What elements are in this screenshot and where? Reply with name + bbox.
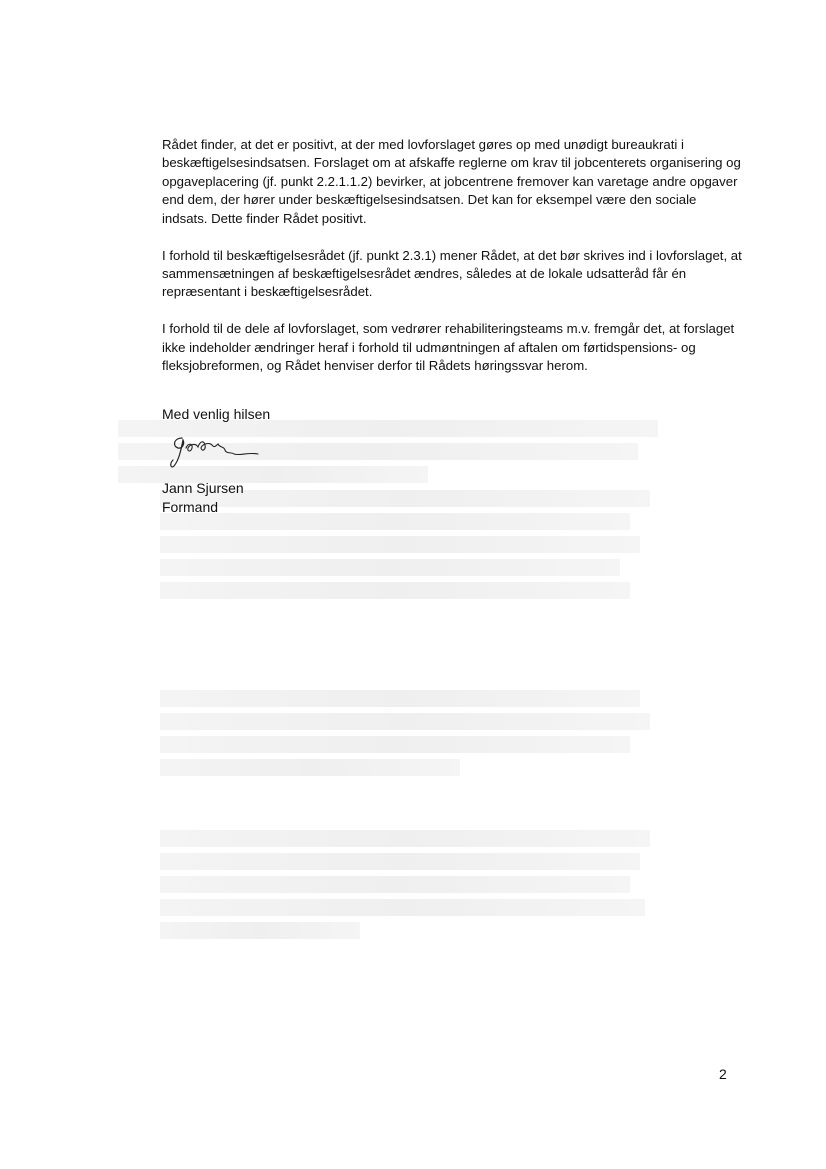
letter-body: [162, 136, 742, 394]
signer-block: [162, 479, 244, 517]
paragraph: I forhold til de dele af lovforslaget, som vedrører rehabiliteringsteams m.v. fremgår det, at forslaget ikke indeholder ændringer heraf i forhold til udmøntningen af aftalen om førtidspensions- og fleksjobreformen, og Rådet henviser derfor til Rådets høringssvar herom.: [162, 321, 735, 374]
signer-title: Formand: [162, 499, 219, 515]
handwritten-signature: [168, 432, 268, 470]
paragraph: I forhold til beskæftigelsesrådet (jf. punkt 2.3.1) mener Rådet, at det bør skrives ind i lovforslaget, at sammensætningen af beskæftigelsesrådet ændres, således at de lokale udsatteråd får én repræsentant i beskæftigelsesrådet.: [162, 247, 742, 300]
page-number: 2: [719, 1066, 727, 1082]
closing-salutation: Med venlig hilsen: [162, 406, 271, 422]
show-through-background-3: [160, 690, 660, 782]
signer-name: Jann Sjursen: [162, 480, 244, 496]
paragraph: Rådet finder, at det er positivt, at der med lovforslaget gøres op med unødigt bureaukrati i beskæftigelsesindsatsen. Forslaget om at afskaffe reglerne om krav til jobcenterets organisering og opgaveplacering (jf. punkt 2.2.1.1.2) bevirker, at jobcentrene fremover kan varetage andre opgaver end dem, der hører under beskæftigelsesindsatsen. Det kan for eksempel være den sociale indsats. Dette finder Rådet positivt.: [162, 137, 741, 226]
show-through-background-4: [160, 830, 660, 945]
